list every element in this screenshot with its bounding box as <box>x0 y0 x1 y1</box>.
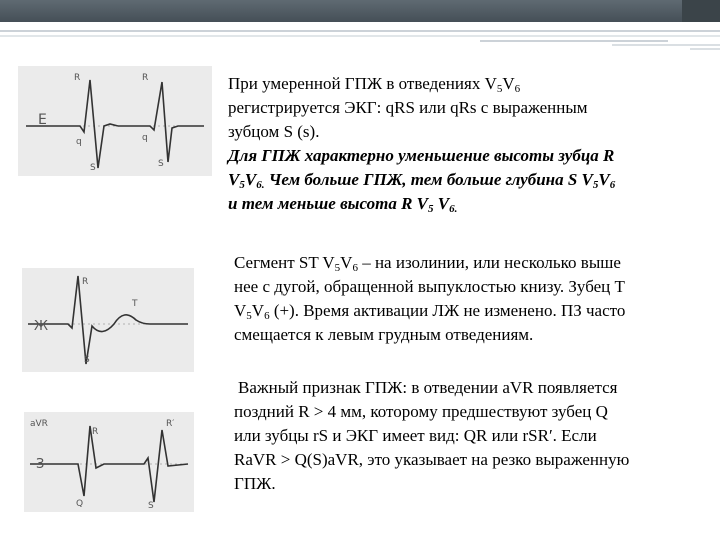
wave-label-q2: q <box>142 133 148 143</box>
wave-label-s1: S <box>90 163 96 173</box>
ecg-trace-complex <box>28 276 188 364</box>
paragraph-line: поздний R > 4 мм, которому предшествуют зубец Q <box>234 402 608 421</box>
wave-label-s2: S <box>158 159 164 169</box>
wave-label-r2: R <box>142 73 149 83</box>
paragraph-line: При умеренной ГПЖ в отведениях $V_5V_6$ <box>228 74 521 95</box>
wave-label-r: R <box>92 427 99 437</box>
paragraph-line: регистрируется ЭКГ: qRS или qRs с выраженным <box>228 98 588 117</box>
paragraph-line: и тем меньше высота R $V_5$ $V_{6.}$ <box>228 194 458 215</box>
wave-label-r: R <box>82 277 89 287</box>
ecg-figure-zh <box>22 268 194 372</box>
wave-label-q1: q <box>76 137 82 147</box>
ecg-figure-e-svg <box>18 66 212 176</box>
paragraph-line: нее с дугой, обращенной выпуклостью книзу. Зубец T <box>234 277 625 296</box>
lead-label-z: З <box>36 457 45 472</box>
paragraph-line: ГПЖ. <box>234 474 276 493</box>
text-block-avr-sign <box>234 376 710 496</box>
paragraph-line: Для ГПЖ характерно уменьшение высоты зубца R <box>228 146 615 165</box>
paragraph-line: или зубцы rS и ЭКГ имеет вид: QR или rSR′. Если <box>234 426 597 445</box>
wave-label-r1: R <box>74 73 81 83</box>
paragraph-line: смещается к левым грудным отведениям. <box>234 325 534 344</box>
ecg-figure-e <box>18 66 212 176</box>
ecg-figure-z <box>24 412 194 512</box>
decorative-lines <box>0 0 720 60</box>
ecg-trace-complex-1 <box>30 426 128 496</box>
ecg-trace-complex-2 <box>118 82 204 162</box>
wave-label-t: T <box>132 299 138 309</box>
text-block-moderate-rvh <box>228 72 708 216</box>
paragraph-line: RaVR > Q(S)aVR, это указывает на резко выраженную <box>234 450 630 469</box>
wave-label-q: Q <box>76 499 84 509</box>
ecg-figure-z-svg <box>24 412 194 512</box>
lead-label-avr: aVR <box>30 419 48 429</box>
text-block-st-segment <box>234 251 710 347</box>
paragraph-line: $V_5V_{6.}$ Чем больше ГПЖ, тем больше глубина S $V_5V_6$ <box>228 170 616 191</box>
ecg-figure-zh-svg <box>22 268 194 372</box>
paragraph-line: Сегмент ST $V_5V_6$ – на изолинии, или несколько выше <box>234 253 621 274</box>
wave-label-s: S <box>84 355 90 365</box>
paragraph-line: $V_5V_6$ (+). Время активации ЛЖ не изменено. ПЗ часто <box>234 301 626 322</box>
lead-label-e: E <box>38 112 47 128</box>
ecg-trace-complex-2 <box>128 430 188 502</box>
wave-label-s: S <box>148 501 154 511</box>
wave-label-r-prime: R′ <box>166 419 175 429</box>
lead-label-zh: Ж <box>34 319 49 334</box>
paragraph-line: зубцом S (s). <box>228 122 320 141</box>
paragraph-line: Важный признак ГПЖ: в отведении aVR появляется <box>238 378 618 397</box>
